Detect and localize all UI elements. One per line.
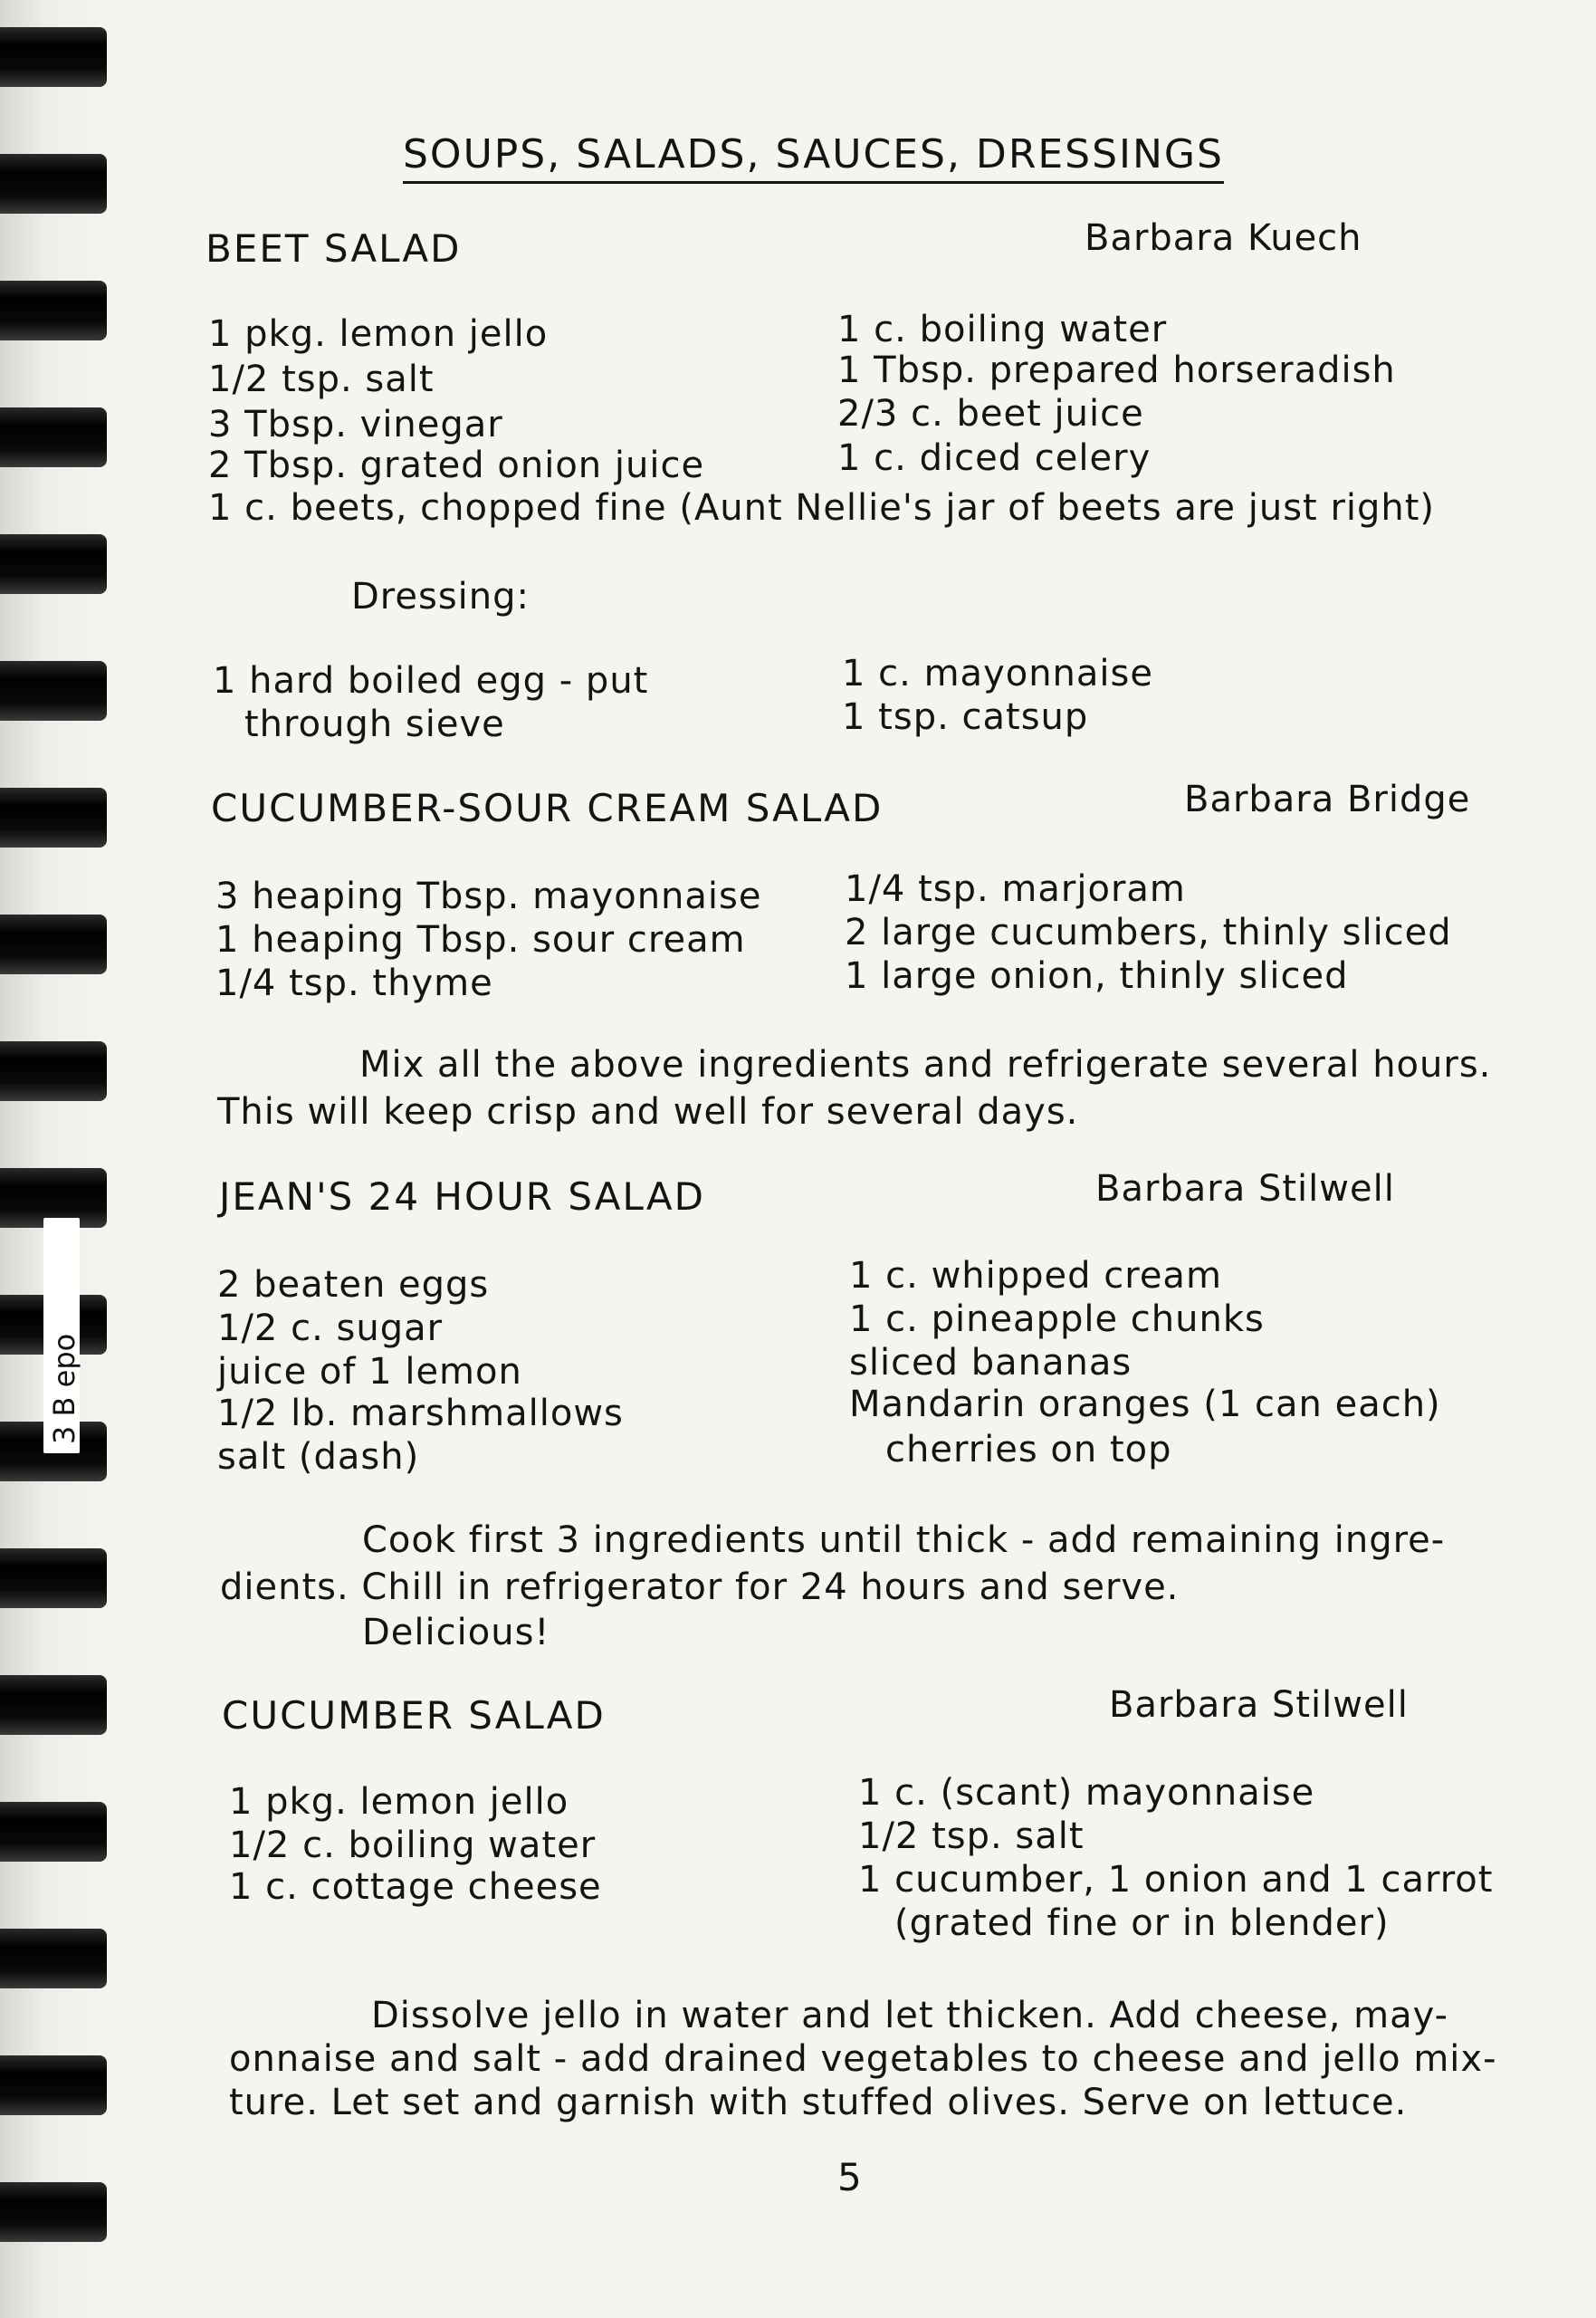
ingredient: Mandarin oranges (1 can each) bbox=[849, 1384, 1441, 1425]
ingredient: 1 tsp. catsup bbox=[842, 696, 1089, 738]
ingredient: 1 heaping Tbsp. sour cream bbox=[215, 919, 746, 961]
page-number: 5 bbox=[837, 2155, 862, 2199]
ingredient: 1 cucumber, 1 onion and 1 carrot bbox=[858, 1859, 1494, 1901]
ingredient: 1 c. pineapple chunks bbox=[849, 1298, 1265, 1340]
ingredient: 3 heaping Tbsp. mayonnaise bbox=[215, 876, 762, 917]
recipe-title: CUCUMBER SALAD bbox=[222, 1693, 606, 1738]
ingredient: 1 Tbsp. prepared horseradish bbox=[837, 350, 1396, 391]
ingredient: 1/2 c. boiling water bbox=[229, 1825, 597, 1866]
dressing-heading: Dressing: bbox=[351, 576, 530, 618]
ingredient: 2/3 c. beet juice bbox=[837, 393, 1144, 435]
ingredient: 1 hard boiled egg - put bbox=[213, 660, 649, 702]
directions: This will keep crisp and well for several days. bbox=[217, 1091, 1079, 1133]
recipe-author: Barbara Stilwell bbox=[1109, 1684, 1409, 1726]
ingredient: salt (dash) bbox=[217, 1436, 420, 1478]
ingredient: through sieve bbox=[244, 704, 505, 745]
ingredient: 1 pkg. lemon jello bbox=[229, 1781, 569, 1823]
ingredient: 2 beaten eggs bbox=[217, 1264, 490, 1306]
directions: Cook first 3 ingredients until thick - add remaining ingre- bbox=[362, 1519, 1446, 1561]
ingredient: juice of 1 lemon bbox=[217, 1351, 522, 1393]
recipe-title: BEET SALAD bbox=[205, 226, 462, 271]
ingredient: 1/2 c. sugar bbox=[217, 1307, 444, 1349]
recipe-title: JEAN'S 24 HOUR SALAD bbox=[219, 1174, 705, 1219]
directions: Mix all the above ingredients and refrigerate several hours. bbox=[359, 1044, 1492, 1086]
ingredient: 1/2 tsp. salt bbox=[858, 1815, 1085, 1857]
ingredient: 1 c. mayonnaise bbox=[842, 653, 1153, 694]
directions: Delicious! bbox=[362, 1612, 550, 1653]
ingredient: 1/4 tsp. marjoram bbox=[845, 868, 1186, 910]
directions: ture. Let set and garnish with stuffed olives. Serve on lettuce. bbox=[229, 2082, 1408, 2123]
ingredient: sliced bananas bbox=[849, 1342, 1132, 1384]
ingredient: 1 c. cottage cheese bbox=[229, 1866, 602, 1908]
ingredient: 2 Tbsp. grated onion juice bbox=[208, 445, 705, 486]
ingredient: 1 c. whipped cream bbox=[849, 1255, 1222, 1297]
directions: onnaise and salt - add drained vegetables to cheese and jello mix- bbox=[229, 2038, 1497, 2080]
recipe-title: CUCUMBER-SOUR CREAM SALAD bbox=[211, 786, 884, 830]
ingredient: 2 large cucumbers, thinly sliced bbox=[845, 912, 1452, 953]
ingredient: 1 large onion, thinly sliced bbox=[845, 955, 1349, 997]
recipe-author: Barbara Kuech bbox=[1085, 217, 1362, 259]
ingredient: 1 c. diced celery bbox=[837, 437, 1152, 479]
ingredient: 1 c. (scant) mayonnaise bbox=[858, 1772, 1315, 1814]
ingredient: cherries on top bbox=[885, 1429, 1172, 1470]
ingredient: 3 Tbsp. vinegar bbox=[208, 404, 503, 445]
recipe-author: Barbara Bridge bbox=[1184, 779, 1471, 820]
recipe-author: Barbara Stilwell bbox=[1095, 1168, 1395, 1210]
page-heading: SOUPS, SALADS, SAUCES, DRESSINGS bbox=[403, 131, 1224, 184]
directions: Dissolve jello in water and let thicken. Add cheese, may- bbox=[371, 1995, 1449, 2036]
ingredient: 1 pkg. lemon jello bbox=[208, 313, 549, 355]
spine-label: 3 B epo bbox=[43, 1218, 80, 1453]
directions: dients. Chill in refrigerator for 24 hours and serve. bbox=[220, 1566, 1180, 1608]
ingredient: 1/4 tsp. thyme bbox=[215, 963, 493, 1004]
ingredient: 1/2 lb. marshmallows bbox=[217, 1393, 624, 1434]
ingredient: 1 c. boiling water bbox=[837, 309, 1168, 350]
ingredient: (grated fine or in blender) bbox=[894, 1902, 1390, 1944]
ingredient: 1/2 tsp. salt bbox=[208, 359, 435, 400]
ingredient-full-line: 1 c. beets, chopped fine (Aunt Nellie's jar of beets are just right) bbox=[208, 487, 1436, 529]
